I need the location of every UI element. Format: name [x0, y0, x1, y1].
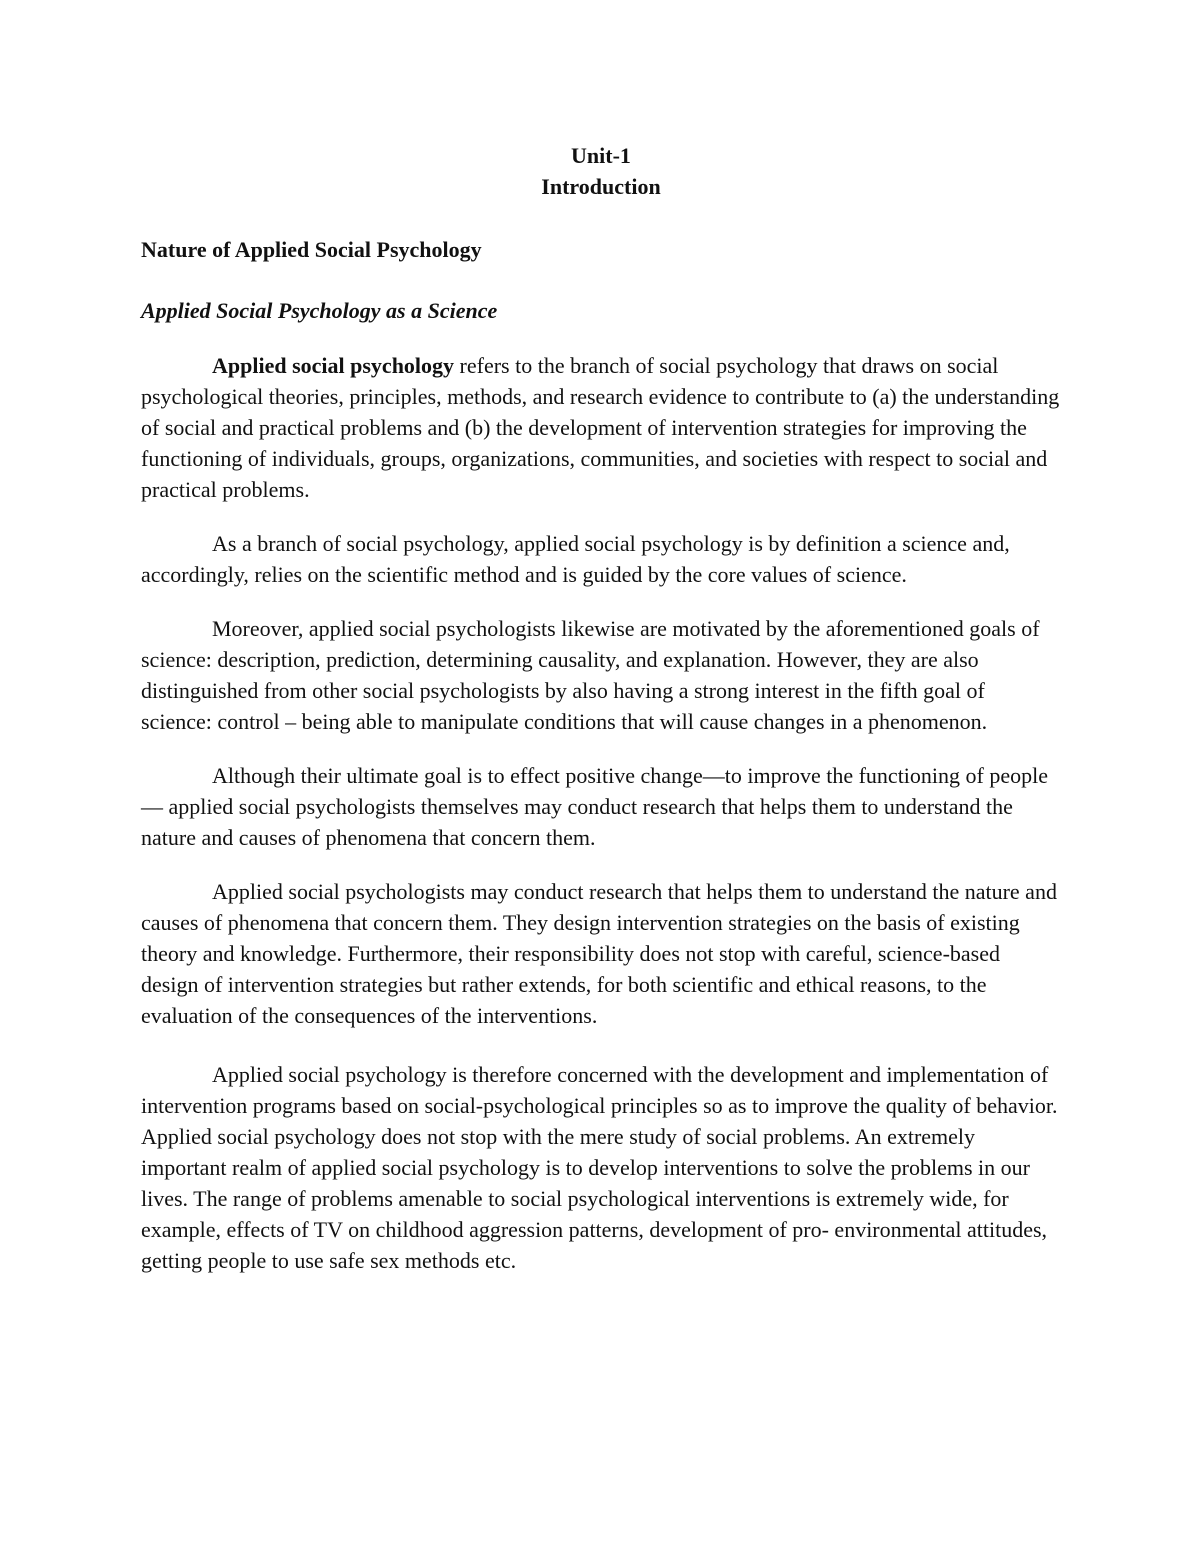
paragraph-science: As a branch of social psychology, applied social psychology is by definition a science and, accordingly, relies on the scientific method and is guided by the core values of science. — [141, 531, 1010, 587]
paragraph-definition — [141, 350, 1061, 505]
section-heading: Nature of Applied Social Psychology — [141, 237, 482, 262]
paragraph-goals: Moreover, applied social psychologists likewise are motivated by the aforementioned goals of science: description, prediction, determining causality, and explanation. However, they are also distinguished from other social psychologists by also having a strong interest in the fifth goal of science: control – being able to manipulate conditions that will cause changes in a phenomenon. — [141, 616, 1040, 734]
paragraph-research: Applied social psychologists may conduct research that helps them to understand the nature and causes of phenomena that concern them. They design intervention strategies on the basis of existing theory and knowledge. Furthermore, their responsibility does not stop with careful, science-based design of intervention strategies but rather extends, for both scientific and ethical reasons, to the evaluation of the consequences of the interventions. — [141, 879, 1057, 1028]
paragraph-interventions: Applied social psychology is therefore concerned with the development and implementation of intervention programs based on social-psychological principles so as to improve the quality of behavior. Applied social psychology does not stop with the mere study of social problems. An extremely important realm of applied social psychology is to develop interventions to solve the problems in our lives. The range of problems amenable to social psychological interventions is extremely wide, for example, effects of TV on childhood aggression patterns, development of pro- environmental attitudes, getting people to use safe sex methods etc. — [141, 1062, 1058, 1273]
definition-text: refers to the branch of social psychology that draws on social psychological theories, principles, methods, and research evidence to contribute to (a) the understanding of social and practical problems and (b) the development of intervention strategies for improving the functioning of individuals, groups, organizations, communities, and societies with respect to social and practical problems. — [141, 353, 1060, 502]
document-page — [141, 140, 1061, 1276]
sub-heading: Applied Social Psychology as a Science — [141, 298, 498, 323]
unit-label: Unit-1 — [571, 143, 631, 168]
paragraph-positive-change: Although their ultimate goal is to effect positive change—to improve the functioning of people— applied social psychologists themselves may conduct research that helps them to understand the nature and causes of phenomena that concern them. — [141, 763, 1048, 850]
page-title: Introduction — [541, 174, 661, 199]
defined-term: Applied social psychology — [212, 353, 455, 378]
